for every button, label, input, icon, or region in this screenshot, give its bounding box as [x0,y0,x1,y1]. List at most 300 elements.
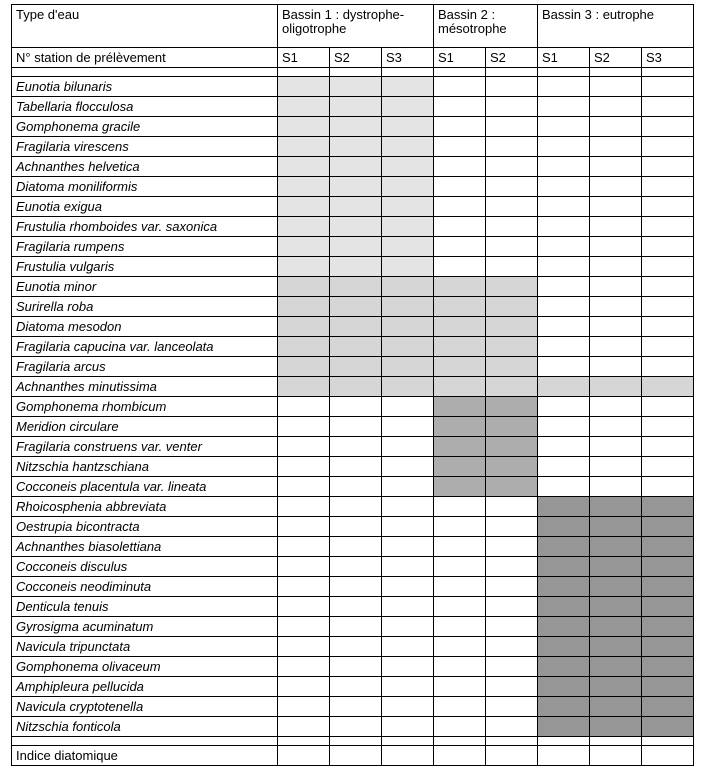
presence-cell [538,477,590,497]
species-row [12,117,694,137]
presence-cell [330,77,382,97]
species-row [12,557,694,577]
presence-cell [486,397,538,417]
presence-cell [278,237,330,257]
presence-cell [434,457,486,477]
species-name: Achnanthes helvetica [12,157,278,177]
species-name: Oestrupia bicontracta [12,517,278,537]
presence-cell [642,237,694,257]
presence-cell [278,457,330,477]
presence-cell [486,277,538,297]
presence-cell [382,197,434,217]
presence-cell [538,77,590,97]
spacer-row [12,68,694,77]
presence-cell [590,477,642,497]
presence-cell [486,77,538,97]
presence-cell [278,257,330,277]
presence-cell [590,117,642,137]
presence-cell [434,617,486,637]
presence-cell [538,457,590,477]
presence-cell [642,77,694,97]
presence-cell [330,277,382,297]
presence-cell [642,357,694,377]
presence-cell [538,397,590,417]
presence-cell [642,517,694,537]
presence-cell [382,377,434,397]
presence-cell [382,577,434,597]
species-name: Cocconeis neodiminuta [12,577,278,597]
species-row [12,157,694,177]
presence-cell [330,557,382,577]
presence-cell [330,597,382,617]
header-row-water-type [12,5,694,48]
presence-cell [486,437,538,457]
presence-cell [278,677,330,697]
presence-cell [538,557,590,577]
presence-cell [642,657,694,677]
presence-cell [330,257,382,277]
presence-cell [434,437,486,457]
presence-cell [486,417,538,437]
presence-cell [330,497,382,517]
presence-cell [538,417,590,437]
presence-cell [382,137,434,157]
presence-cell [642,177,694,197]
species-row [12,577,694,597]
presence-cell [642,537,694,557]
presence-cell [642,437,694,457]
presence-cell [382,157,434,177]
species-name: Fragilaria virescens [12,137,278,157]
species-name: Rhoicosphenia abbreviata [12,497,278,517]
presence-cell [278,597,330,617]
species-row [12,717,694,737]
presence-cell [642,717,694,737]
presence-cell [642,197,694,217]
presence-cell [434,217,486,237]
species-name: Eunotia minor [12,277,278,297]
presence-cell [278,117,330,137]
presence-cell [642,277,694,297]
presence-cell [486,357,538,377]
presence-cell [382,417,434,437]
presence-cell [642,217,694,237]
species-row [12,517,694,537]
water-type-label: Type d'eau [12,5,278,48]
presence-cell [486,557,538,577]
presence-cell [486,257,538,277]
species-row [12,477,694,497]
presence-cell [538,717,590,737]
species-row [12,657,694,677]
presence-cell [382,257,434,277]
presence-cell [434,557,486,577]
species-row [12,597,694,617]
presence-cell [434,77,486,97]
presence-cell [330,237,382,257]
presence-cell [382,637,434,657]
presence-cell [382,237,434,257]
presence-cell [538,157,590,177]
species-name: Cocconeis disculus [12,557,278,577]
presence-cell [382,457,434,477]
species-name: Eunotia bilunaris [12,77,278,97]
species-row [12,317,694,337]
species-row [12,617,694,637]
presence-cell [590,437,642,457]
presence-cell [330,137,382,157]
presence-cell [642,617,694,637]
presence-cell [538,277,590,297]
presence-cell [486,317,538,337]
presence-cell [330,397,382,417]
presence-cell [590,617,642,637]
species-name: Diatoma mesodon [12,317,278,337]
presence-cell [330,177,382,197]
presence-cell [642,137,694,157]
presence-cell [382,217,434,237]
presence-cell [590,237,642,257]
presence-cell [642,317,694,337]
presence-cell [538,357,590,377]
presence-cell [382,117,434,137]
presence-cell [434,197,486,217]
station-b3-s1: S1 [538,48,590,68]
species-name: Gomphonema olivaceum [12,657,278,677]
presence-cell [486,117,538,137]
presence-cell [278,697,330,717]
presence-cell [642,257,694,277]
presence-cell [330,717,382,737]
presence-cell [330,297,382,317]
presence-cell [486,177,538,197]
presence-cell [278,317,330,337]
presence-cell [382,177,434,197]
presence-cell [278,97,330,117]
presence-cell [538,317,590,337]
presence-cell [590,257,642,277]
species-name: Fragilaria arcus [12,357,278,377]
station-b1-s2: S2 [330,48,382,68]
presence-cell [382,537,434,557]
presence-cell [590,677,642,697]
presence-cell [278,437,330,457]
presence-cell [642,577,694,597]
species-name: Achnanthes minutissima [12,377,278,397]
presence-cell [330,197,382,217]
presence-cell [330,697,382,717]
presence-cell [590,517,642,537]
presence-cell [642,337,694,357]
presence-cell [538,297,590,317]
species-name: Navicula tripunctata [12,637,278,657]
species-row [12,397,694,417]
presence-cell [538,597,590,617]
presence-cell [382,657,434,677]
presence-cell [486,97,538,117]
species-name: Gomphonema gracile [12,117,278,137]
presence-cell [382,677,434,697]
station-b2-s2: S2 [486,48,538,68]
presence-cell [330,457,382,477]
species-name: Meridion circulare [12,417,278,437]
presence-cell [382,477,434,497]
presence-cell [486,237,538,257]
presence-cell [330,637,382,657]
presence-cell [538,537,590,557]
presence-cell [590,337,642,357]
presence-cell [538,577,590,597]
presence-cell [486,137,538,157]
presence-cell [382,317,434,337]
presence-cell [278,517,330,537]
presence-cell [486,597,538,617]
presence-cell [590,637,642,657]
presence-cell [590,297,642,317]
presence-cell [278,477,330,497]
presence-cell [642,557,694,577]
presence-cell [330,377,382,397]
presence-cell [486,197,538,217]
presence-cell [590,657,642,677]
species-row [12,237,694,257]
presence-cell [434,577,486,597]
presence-cell [278,297,330,317]
presence-cell [434,377,486,397]
species-row [12,697,694,717]
presence-cell [538,697,590,717]
presence-cell [486,497,538,517]
presence-cell [538,337,590,357]
presence-cell [434,117,486,137]
presence-cell [382,97,434,117]
species-row [12,637,694,657]
species-row [12,217,694,237]
presence-cell [486,577,538,597]
diatom-table [11,4,694,766]
presence-cell [538,177,590,197]
presence-cell [434,657,486,677]
species-name: Gyrosigma acuminatum [12,617,278,637]
species-name: Frustulia vulgaris [12,257,278,277]
presence-cell [642,457,694,477]
presence-cell [278,357,330,377]
species-name: Nitzschia hantzschiana [12,457,278,477]
presence-cell [538,197,590,217]
presence-cell [538,617,590,637]
species-row [12,97,694,117]
presence-cell [330,477,382,497]
presence-cell [382,77,434,97]
species-row [12,337,694,357]
presence-cell [538,657,590,677]
presence-cell [382,277,434,297]
presence-cell [278,217,330,237]
species-name: Amphipleura pellucida [12,677,278,697]
presence-cell [382,617,434,637]
presence-cell [278,537,330,557]
presence-cell [642,697,694,717]
presence-cell [434,417,486,437]
presence-cell [590,137,642,157]
presence-cell [382,557,434,577]
species-name: Eunotia exigua [12,197,278,217]
species-row [12,457,694,477]
presence-cell [330,437,382,457]
presence-cell [538,377,590,397]
presence-cell [330,657,382,677]
presence-cell [590,417,642,437]
presence-cell [486,677,538,697]
basin-2-header: Bassin 2 : mésotrophe [434,5,538,48]
presence-cell [538,237,590,257]
presence-cell [278,557,330,577]
species-name: Surirella roba [12,297,278,317]
presence-cell [486,477,538,497]
species-name: Fragilaria construens var. venter [12,437,278,457]
species-row [12,377,694,397]
species-row [12,197,694,217]
species-row [12,537,694,557]
presence-cell [278,417,330,437]
station-b1-s3: S3 [382,48,434,68]
species-row [12,297,694,317]
species-row [12,77,694,97]
presence-cell [642,677,694,697]
presence-cell [330,217,382,237]
presence-cell [278,137,330,157]
presence-cell [538,437,590,457]
presence-cell [278,657,330,677]
presence-cell [278,337,330,357]
presence-cell [330,517,382,537]
presence-cell [486,697,538,717]
presence-cell [382,597,434,617]
station-b2-s1: S1 [434,48,486,68]
presence-cell [434,697,486,717]
presence-cell [538,257,590,277]
presence-cell [330,417,382,437]
presence-cell [538,137,590,157]
species-name: Diatoma moniliformis [12,177,278,197]
presence-cell [486,517,538,537]
presence-cell [642,597,694,617]
presence-cell [486,717,538,737]
presence-cell [382,437,434,457]
presence-cell [434,477,486,497]
presence-cell [590,197,642,217]
presence-cell [382,497,434,517]
presence-cell [434,717,486,737]
presence-cell [642,117,694,137]
species-row [12,357,694,377]
presence-cell [486,217,538,237]
species-row [12,257,694,277]
presence-cell [642,477,694,497]
species-row [12,177,694,197]
presence-cell [538,517,590,537]
presence-cell [590,577,642,597]
presence-cell [590,537,642,557]
presence-cell [330,537,382,557]
presence-cell [642,497,694,517]
presence-cell [330,97,382,117]
station-b1-s1: S1 [278,48,330,68]
species-name: Frustulia rhomboides var. saxonica [12,217,278,237]
presence-cell [590,177,642,197]
presence-cell [642,157,694,177]
presence-cell [278,277,330,297]
presence-cell [538,97,590,117]
presence-cell [278,377,330,397]
presence-cell [486,457,538,477]
species-row [12,137,694,157]
presence-cell [330,357,382,377]
presence-cell [434,137,486,157]
station-label: N° station de prélèvement [12,48,278,68]
presence-cell [330,337,382,357]
presence-cell [486,157,538,177]
presence-cell [642,377,694,397]
presence-cell [278,497,330,517]
presence-cell [434,177,486,197]
presence-cell [278,197,330,217]
presence-cell [382,397,434,417]
species-name: Fragilaria capucina var. lanceolata [12,337,278,357]
presence-cell [538,217,590,237]
presence-cell [486,637,538,657]
station-b3-s2: S2 [590,48,642,68]
species-row [12,437,694,457]
presence-cell [434,497,486,517]
presence-cell [590,717,642,737]
presence-cell [590,157,642,177]
presence-cell [434,297,486,317]
station-b3-s3: S3 [642,48,694,68]
species-name: Fragilaria rumpens [12,237,278,257]
presence-cell [590,597,642,617]
presence-cell [330,677,382,697]
basin-3-header: Bassin 3 : eutrophe [538,5,694,48]
presence-cell [382,697,434,717]
header-row-stations [12,48,694,68]
presence-cell [642,97,694,117]
presence-cell [434,257,486,277]
presence-cell [590,497,642,517]
presence-cell [434,97,486,117]
spacer-row [12,737,694,746]
presence-cell [434,677,486,697]
presence-cell [382,297,434,317]
presence-cell [278,717,330,737]
presence-cell [590,697,642,717]
presence-cell [590,217,642,237]
presence-cell [486,297,538,317]
presence-cell [434,537,486,557]
presence-cell [278,617,330,637]
presence-cell [434,337,486,357]
presence-cell [382,337,434,357]
presence-cell [486,377,538,397]
species-row [12,277,694,297]
presence-cell [434,637,486,657]
basin-1-header: Bassin 1 : dystrophe-oligotrophe [278,5,434,48]
species-row [12,677,694,697]
presence-cell [486,657,538,677]
presence-cell [278,77,330,97]
presence-cell [330,317,382,337]
presence-cell [278,157,330,177]
